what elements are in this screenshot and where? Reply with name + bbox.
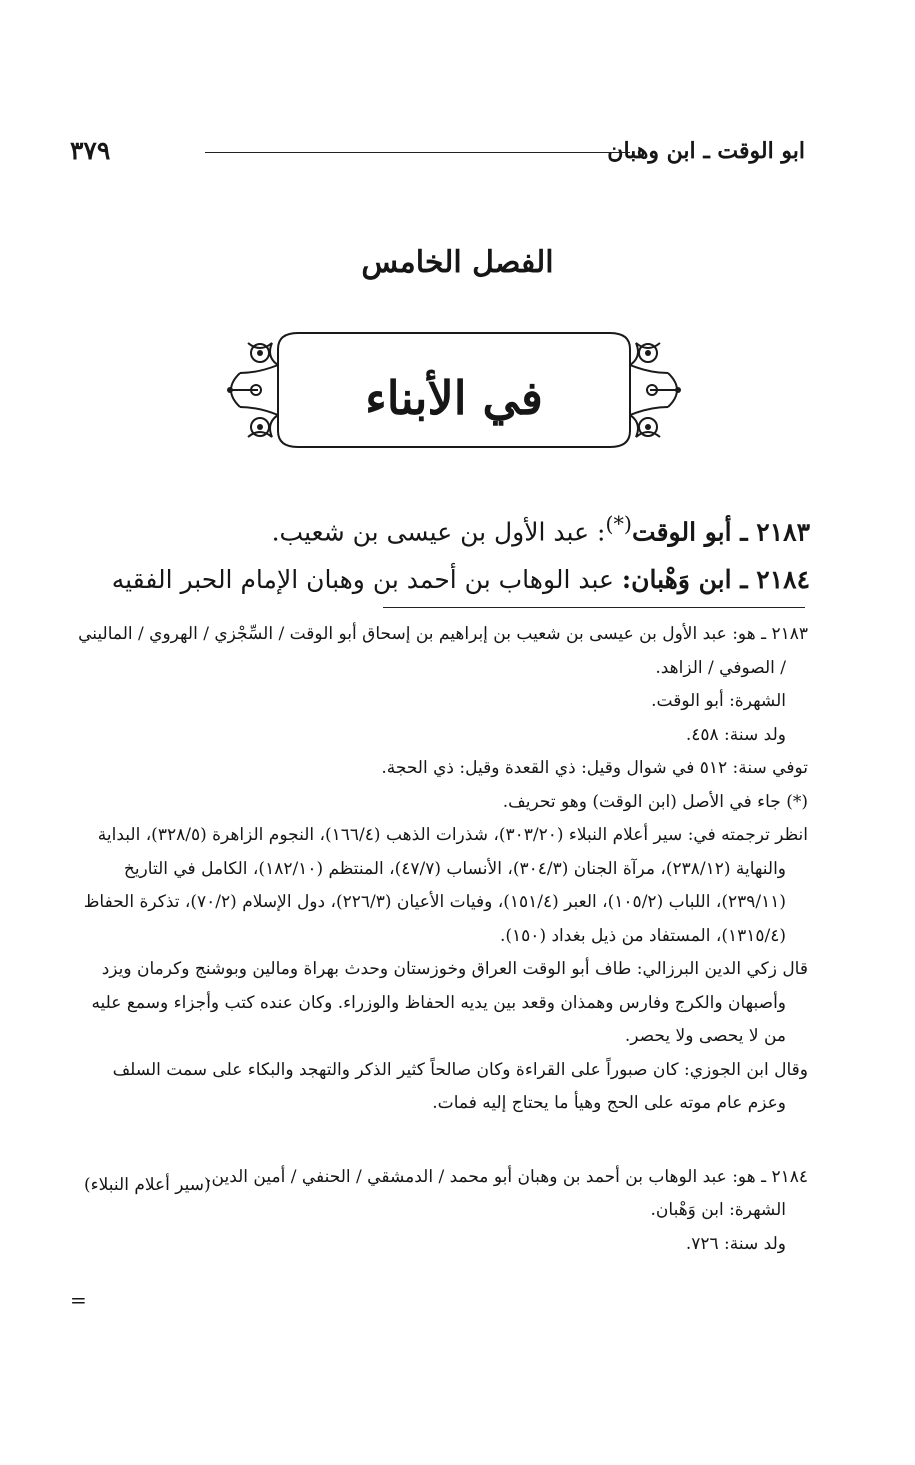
note-quote-jawzi: وقال ابن الجوزي: كان صبوراً على القراءة وكان صالحاً كثير الذكر والتهجد والبكاء على سمت السلف وعزم عام موته على الحج وهيأ ما يحتاج إليه فمات.: [112, 1059, 808, 1113]
chapter-title: الفصل الخامس: [361, 245, 554, 280]
note-quote-birzali: قال زكي الدين البرزالي: طاف أبو الوقت العراق وخوزستان وحدث بهراة ومالين وبوشنج وكرمان ويزد وأصبهان والكرج وفارس وهمذان وقعد بين يديه الحفاظ والوزراء. وكان عنده كتب وأجزاء وسمع عليه من لا يحصى ولا يحصر.: [91, 959, 808, 1046]
entry-text: عبد الوهاب بن أحمد بن وهبان الإمام الحبر الفقيه: [111, 565, 622, 595]
entry-label: ٢١٨٤ ـ ابن وَهْبان:: [621, 565, 810, 595]
header-rule: [205, 152, 630, 153]
note-birth-2184: ولد سنة: ٧٢٦.: [685, 1233, 786, 1254]
entry-label: ٢١٨٣ ـ أبو الوقت: [632, 517, 810, 547]
page-header: [70, 132, 805, 172]
page-number: ٣٧٩: [70, 136, 111, 165]
note-death-2183: توفي سنة: ٥١٢ في شوال وقيل: ذي القعدة وقيل: ذي الحجة.: [381, 758, 808, 778]
note-fame-2184: الشهرة: ابن وَهْبان.: [650, 1200, 786, 1220]
continuation-mark: =: [70, 1288, 87, 1312]
note-bio-2183: ٢١٨٣ ـ هو: عبد الأول بن عيسى بن شعيب بن إبراهيم بن إسحاق أبو الوقت / السِّجْزي / الهروي / الماليني / الصوفي / الزاهد.: [78, 624, 808, 678]
entry-text: : عبد الأول بن عيسى بن شعيب.: [271, 517, 606, 547]
note-bio-2184: ٢١٨٤ ـ هو: عبد الوهاب بن أحمد بن وهبان أبو محمد / الدمشقي / الحنفي / أمين الدين.: [206, 1166, 808, 1187]
note-correction: (*) جاء في الأصل (ابن الوقت) وهو تحريف.: [502, 791, 808, 812]
footnote-marker: (*): [605, 512, 633, 536]
note-references: انظر ترجمته في: سير أعلام النبلاء (٣٠٣/٢٠)، شذرات الذهب (١٦٦/٤)، النجوم الزاهرة (٣٢٨/٥)، البداية والنهاية (٢٣٨/١٢)، مرآة الجنان (٣٠٤/٣)، الأنساب (٤٧/٧)، المنتظم (١٨٢/١٠)، الكامل في التاريخ (٢٣٩/١١)، اللباب (١٠٥/٢)، العبر (١٥١/٤)، وفيات الأعيان (٢٢٦/٣)، دول الإسلام (٧٠/٢)، تذكرة الحفاظ (١٣١٥/٤)، المستفاد من ذيل بغداد (١٥٠).: [83, 825, 808, 946]
ornamental-frame: [218, 325, 690, 455]
main-entries: [80, 500, 810, 604]
footnote-rule: [383, 607, 805, 608]
entry-2183: [80, 500, 810, 556]
note-birth-2183: ولد سنة: ٤٥٨.: [685, 724, 786, 745]
note-fame-2183: الشهرة: أبو الوقت.: [651, 691, 786, 711]
entry-2184: [80, 556, 810, 604]
footnotes: [78, 618, 808, 1261]
source-reference: (سير أعلام النبلاء): [84, 1175, 211, 1195]
section-title: في الأبناء: [365, 371, 543, 425]
running-title: ابو الوقت ـ ابن وهبان: [607, 138, 805, 164]
